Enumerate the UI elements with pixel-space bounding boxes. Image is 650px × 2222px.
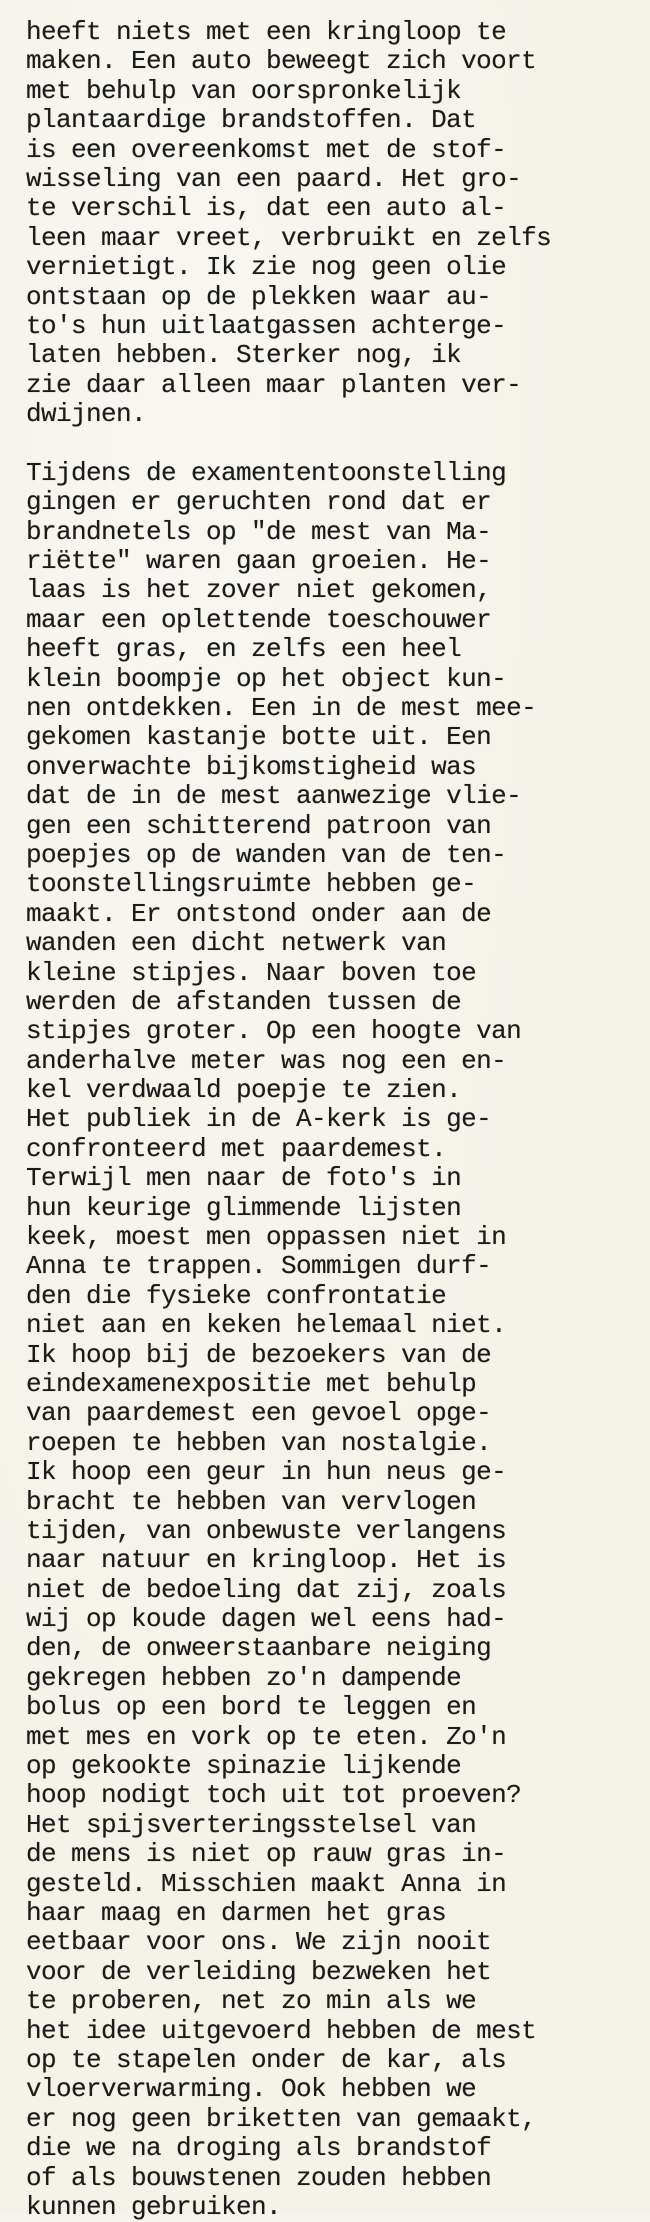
- text-line: to's hun uitlaatgassen achterge-: [26, 310, 507, 341]
- text-line: Ik hoop bij de bezoekers van de: [26, 1339, 492, 1370]
- text-line: laas is het zover niet gekomen,: [26, 575, 492, 606]
- text-line: bolus op een bord te leggen en: [26, 1692, 477, 1723]
- text-line: werden de afstanden tussen de: [26, 986, 462, 1017]
- text-line: op gekookte spinazie lijkende: [26, 1751, 462, 1782]
- text-line: niet de bedoeling dat zij, zoals: [26, 1574, 507, 1605]
- text-line: tijden, van onbewuste verlangens: [26, 1515, 507, 1546]
- text-line: haar maag en darmen het gras: [26, 1898, 447, 1928]
- text-line: bracht te hebben van vervlogen: [26, 1486, 477, 1517]
- text-line: plantaardige brandstoffen. Dat: [26, 105, 477, 136]
- text-line: anderhalve meter was nog een en-: [26, 1045, 507, 1076]
- text-line: eindexamenexpositie met behulp: [26, 1368, 477, 1399]
- text-line: onverwachte bijkomstigheid was: [26, 751, 477, 782]
- text-line: hun keurige glimmende lijsten: [26, 1192, 462, 1223]
- text-line: Ik hoop een geur in hun neus ge-: [26, 1457, 507, 1488]
- text-line: zie daar alleen maar planten ver-: [26, 369, 522, 400]
- text-line: dat de in de mest aanwezige vlie-: [26, 781, 522, 812]
- text-line: poepjes op de wanden van de ten-: [26, 839, 507, 870]
- text-line: gingen er geruchten rond dat er: [26, 487, 492, 518]
- text-line: heeft niets met een kringloop te: [26, 17, 507, 47]
- text-line: naar natuur en kringloop. Het is: [26, 1545, 507, 1576]
- text-line: gekregen hebben zo'n dampende: [26, 1662, 462, 1693]
- text-line: wanden een dicht netwerk van: [26, 928, 447, 959]
- text-line: ontstaan op de plekken waar au-: [26, 281, 492, 312]
- text-line: den, de onweerstaanbare neiging: [26, 1633, 492, 1664]
- paragraph: [26, 18, 646, 429]
- text-line: eetbaar voor ons. We zijn nooit: [26, 1927, 492, 1958]
- text-column: [26, 18, 646, 2222]
- text-line: laten hebben. Sterker nog, ik: [26, 340, 462, 371]
- text-line: maakt. Er ontstond onder aan de: [26, 898, 492, 929]
- text-line: gen een schitterend patroon van: [26, 810, 492, 841]
- text-line: of als bouwstenen zouden hebben: [26, 2162, 492, 2193]
- text-line: riëtte" waren gaan groeien. He-: [26, 546, 492, 577]
- text-line: van paardemest een gevoel opge-: [26, 1398, 492, 1429]
- paragraph: [26, 459, 646, 2222]
- text-line: stipjes groter. Op een hoogte van: [26, 1016, 522, 1047]
- text-line: keek, moest men oppassen niet in: [26, 1222, 507, 1253]
- text-line: kel verdwaald poepje te zien.: [26, 1075, 462, 1106]
- text-line: er nog geen briketten van gemaakt,: [26, 2103, 537, 2134]
- text-line: Het spijsverteringsstelsel van: [26, 1809, 477, 1840]
- text-line: confronteerd met paardemest.: [26, 1133, 447, 1164]
- text-line: toonstellingsruimte hebben ge-: [26, 869, 477, 900]
- text-line: vloerverwarming. Ook hebben we: [26, 2074, 477, 2105]
- text-line: wij op koude dagen wel eens had-: [26, 1604, 507, 1635]
- text-line: kleine stipjes. Naar boven toe: [26, 957, 477, 988]
- text-line: met mes en vork op te eten. Zo'n: [26, 1721, 507, 1752]
- text-line: klein boompje op het object kun-: [26, 663, 507, 694]
- text-line: kunnen gebruiken.: [26, 2191, 282, 2222]
- text-line: te proberen, net zo min als we: [26, 1986, 477, 2017]
- text-line: is een overeenkomst met de stof-: [26, 134, 507, 165]
- text-line: maken. Een auto beweegt zich voort: [26, 46, 537, 77]
- text-line: Het publiek in de A-kerk is ge-: [26, 1104, 492, 1135]
- text-line: Tijdens de examententoonstelling: [26, 457, 507, 488]
- text-line: hoop nodigt toch uit tot proeven?: [26, 1780, 522, 1811]
- text-line: op te stapelen onder de kar, als: [26, 2044, 507, 2075]
- text-line: te verschil is, dat een auto al-: [26, 193, 507, 224]
- text-line: Anna te trappen. Sommigen durf-: [26, 1251, 492, 1282]
- text-line: nen ontdekken. Een in de mest mee-: [26, 692, 537, 723]
- text-line: Terwijl men naar de foto's in: [26, 1163, 462, 1194]
- text-line: leen maar vreet, verbruikt en zelfs: [26, 222, 552, 253]
- text-line: gekomen kastanje botte uit. Een: [26, 722, 492, 753]
- text-line: roepen te hebben van nostalgie.: [26, 1427, 492, 1458]
- text-line: die we na droging als brandstof: [26, 2133, 492, 2164]
- text-line: brandnetels op "de mest van Ma-: [26, 516, 492, 547]
- text-line: den die fysieke confrontatie: [26, 1280, 447, 1311]
- text-line: voor de verleiding bezweken het: [26, 1956, 492, 1987]
- text-line: gesteld. Misschien maakt Anna in: [26, 1868, 507, 1899]
- text-line: het idee uitgevoerd hebben de mest: [26, 2015, 537, 2046]
- text-line: heeft gras, en zelfs een heel: [26, 634, 462, 665]
- text-line: niet aan en keken helemaal niet.: [26, 1310, 507, 1341]
- text-line: de mens is niet op rauw gras in-: [26, 1839, 507, 1870]
- text-line: met behulp van oorspronkelijk: [26, 75, 462, 106]
- text-line: dwijnen.: [26, 399, 147, 430]
- text-line: vernietigt. Ik zie nog geen olie: [26, 252, 507, 283]
- text-line: maar een oplettende toeschouwer: [26, 604, 492, 635]
- text-line: wisseling van een paard. Het gro-: [26, 163, 522, 194]
